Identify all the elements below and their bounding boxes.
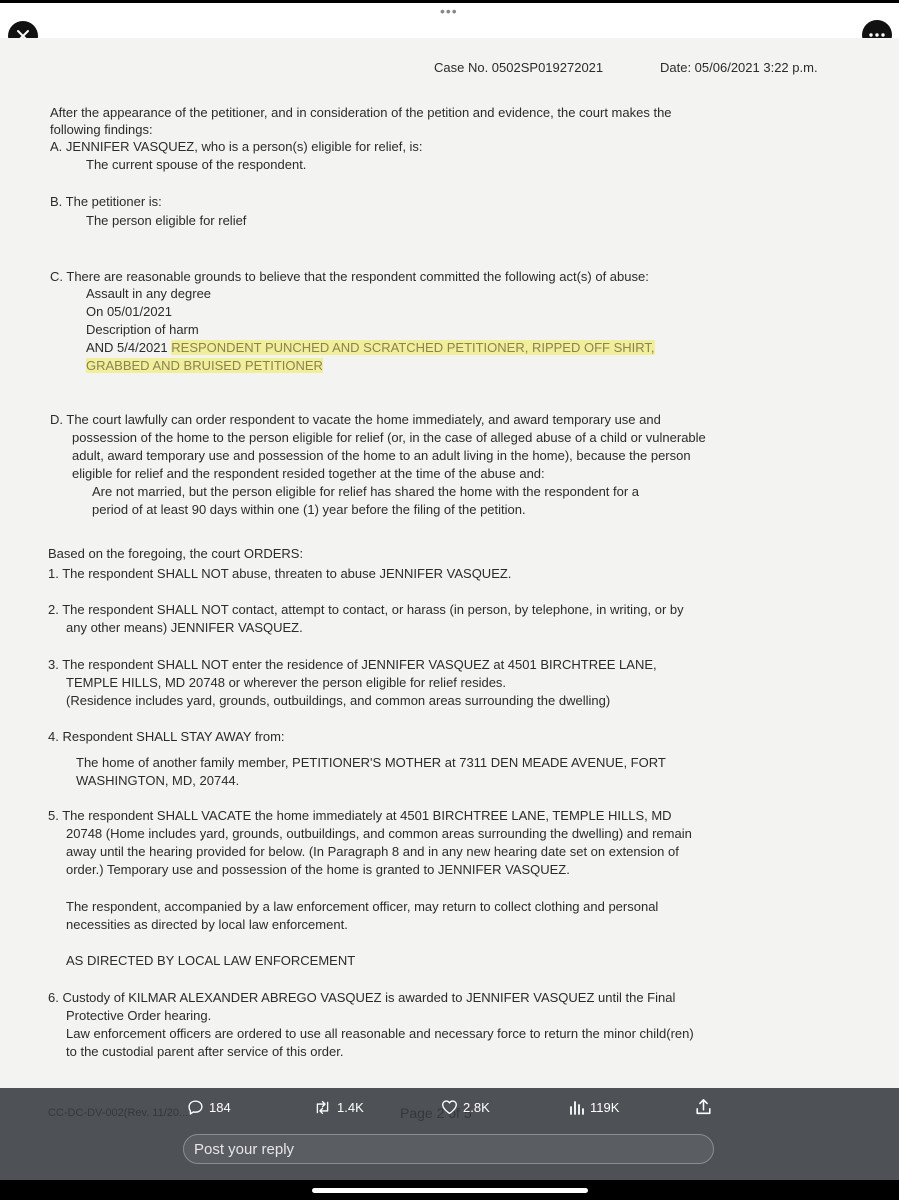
form-number: CC-DC-DV-002(Rev. 11/20... bbox=[48, 1107, 189, 1119]
reply-button[interactable] bbox=[187, 1096, 231, 1118]
more-icon bbox=[869, 33, 885, 37]
order-5-line: AS DIRECTED BY LOCAL LAW ENFORCEMENT bbox=[66, 953, 356, 968]
order-2-line: 2. The respondent SHALL NOT contact, attempt to contact, or harass (in person, by telephone, in writing, or by bbox=[48, 602, 684, 617]
reply-count: 184 bbox=[209, 1099, 231, 1115]
grabber-handle[interactable]: ••• bbox=[440, 3, 458, 19]
order-3-line: (Residence includes yard, grounds, outbuildings, and common areas surrounding the dwelling) bbox=[66, 693, 611, 708]
heart-icon bbox=[441, 1099, 458, 1115]
order-2-line: any other means) JENNIFER VASQUEZ. bbox=[66, 620, 303, 635]
finding-d-line: eligible for relief and the respondent resided together at the time of the abuse and: bbox=[72, 466, 545, 481]
finding-d-line: possession of the home to the person eligible for relief (or, in the case of alleged abuse of a child or vulnerable bbox=[72, 430, 706, 445]
finding-c-detail: Assault in any degree bbox=[86, 286, 212, 301]
case-number: Case No. 0502SP019272021 bbox=[434, 60, 604, 75]
repost-icon bbox=[313, 1099, 332, 1116]
finding-b-detail: The person eligible for relief bbox=[86, 213, 247, 228]
finding-b-heading: B. The petitioner is: bbox=[50, 194, 162, 209]
order-5-line: away until the hearing provided for below. (In Paragraph 8 and in any new hearing date set on extension of bbox=[66, 844, 679, 859]
views-icon bbox=[569, 1099, 585, 1115]
order-5-line: 5. The respondent SHALL VACATE the home immediately at 4501 BIRCHTREE LANE, TEMPLE HILLS, MD bbox=[48, 808, 672, 823]
order-3-line: 3. The respondent SHALL NOT enter the residence of JENNIFER VASQUEZ at 4501 BIRCHTREE LANE, bbox=[48, 657, 657, 672]
finding-c-harm-line bbox=[86, 357, 323, 374]
intro-line: following findings: bbox=[50, 122, 153, 137]
reply-placeholder: Post your reply bbox=[194, 1140, 295, 1158]
order-6-line: to the custodial parent after service of this order. bbox=[66, 1044, 344, 1059]
reply-icon bbox=[187, 1099, 204, 1116]
like-button[interactable] bbox=[441, 1096, 490, 1118]
order-6-line: Protective Order hearing. bbox=[66, 1008, 212, 1023]
finding-d-line: Are not married, but the person eligible for relief has shared the home with the respondent for a bbox=[92, 484, 640, 499]
order-4-line: The home of another family member, PETITIONER'S MOTHER at 7311 DEN MEADE AVENUE, FORT bbox=[76, 755, 666, 770]
finding-c-harm-line bbox=[86, 339, 655, 356]
highlighted-harm-text: RESPONDENT PUNCHED AND SCRATCHED PETITIONER, RIPPED OFF SHIRT, bbox=[171, 340, 655, 355]
finding-d-line: D. The court lawfully can order respondent to vacate the home immediately, and award temporary use and bbox=[50, 412, 661, 427]
finding-c-detail: Description of harm bbox=[86, 322, 199, 337]
repost-count: 1.4K bbox=[337, 1099, 364, 1115]
court-order-document-image[interactable] bbox=[0, 38, 899, 1088]
finding-d-line: period of at least 90 days within one (1) year before the filing of the petition. bbox=[92, 502, 526, 517]
intro-line: After the appearance of the petitioner, and in consideration of the petition and evidence, the court makes the bbox=[50, 105, 672, 120]
finding-a-heading: A. JENNIFER VASQUEZ, who is a person(s) eligible for relief, is: bbox=[50, 139, 423, 154]
orders-intro: Based on the foregoing, the court ORDERS: bbox=[48, 546, 304, 561]
repost-button[interactable] bbox=[313, 1096, 364, 1118]
order-5-line: necessities as directed by local law enforcement. bbox=[66, 917, 348, 932]
reply-input[interactable] bbox=[183, 1134, 714, 1164]
order-5-line: order.) Temporary use and possession of the home is granted to JENNIFER VASQUEZ. bbox=[66, 862, 570, 877]
document-date: Date: 05/06/2021 3:22 p.m. bbox=[660, 60, 818, 75]
order-3-line: TEMPLE HILLS, MD 20748 or wherever the person eligible for relief resides. bbox=[66, 675, 507, 690]
views-button[interactable] bbox=[569, 1096, 619, 1118]
page-number: Page 2 of 5 bbox=[400, 1105, 472, 1121]
finding-c-detail: On 05/01/2021 bbox=[86, 304, 173, 319]
views-count: 119K bbox=[590, 1099, 620, 1115]
order-5-line: 20748 (Home includes yard, grounds, outbuildings, and common areas surrounding the dwelling) and remain bbox=[66, 826, 692, 841]
finding-d-line: adult, award temporary use and possession of the home to an adult living in the home), because the person bbox=[72, 448, 691, 463]
home-indicator[interactable] bbox=[312, 1188, 588, 1193]
share-icon bbox=[695, 1098, 712, 1116]
highlighted-harm-text: GRABBED AND BRUISED PETITIONER bbox=[86, 358, 323, 373]
order-6-line: Law enforcement officers are ordered to use all reasonable and necessary force to return the minor child(ren) bbox=[66, 1026, 694, 1041]
like-count: 2.8K bbox=[463, 1099, 490, 1115]
harm-date-prefix: AND 5/4/2021 bbox=[86, 340, 172, 355]
finding-a-detail: The current spouse of the respondent. bbox=[86, 157, 307, 172]
share-button[interactable] bbox=[695, 1096, 712, 1118]
order-5-line: The respondent, accompanied by a law enforcement officer, may return to collect clothing and personal bbox=[66, 899, 659, 914]
order-4-line: WASHINGTON, MD, 20744. bbox=[76, 773, 240, 788]
finding-c-heading: C. There are reasonable grounds to believe that the respondent committed the following act(s) of abuse: bbox=[50, 269, 649, 284]
order-1: 1. The respondent SHALL NOT abuse, threaten to abuse JENNIFER VASQUEZ. bbox=[48, 566, 512, 581]
order-4-line: 4. Respondent SHALL STAY AWAY from: bbox=[48, 729, 285, 744]
order-6-line: 6. Custody of KILMAR ALEXANDER ABREGO VASQUEZ is awarded to JENNIFER VASQUEZ until the Final bbox=[48, 990, 676, 1005]
